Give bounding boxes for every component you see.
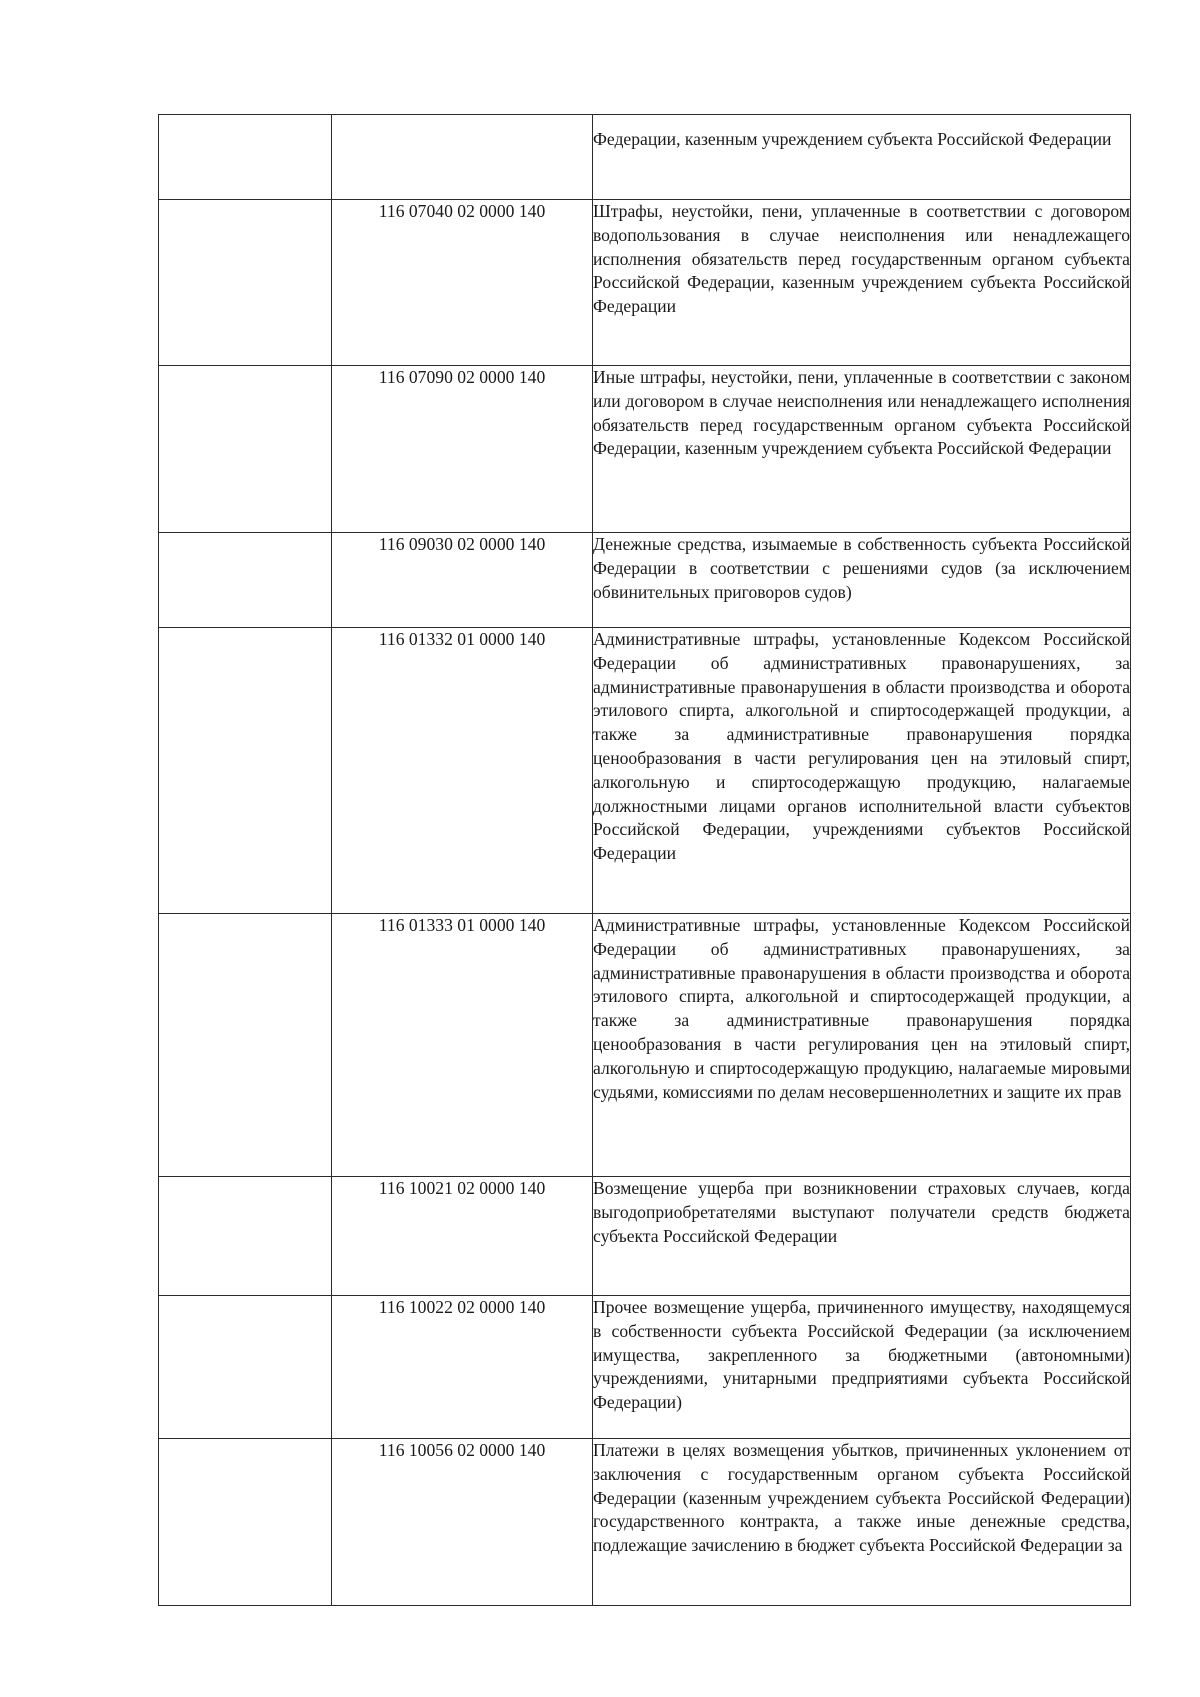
revenue-description-cell [593, 533, 1131, 628]
revenue-description-text: Административные штрафы, установленные Кодексом Российской Федерации об административных правонарушениях, за административные правонарушения в области производства и оборота этилового спирта, алкогольной и спиртосодержащей продукции, а также за административные правонарушения порядка ценообразования в части регулирования цен на этиловый спирт, алкогольную и спиртосодержащую продукцию, налагаемые должностными лицами органов исполнительной власти субъектов Российской Федерации, учреждениями субъектов Российской Федерации [593, 629, 1130, 864]
revenue-code-cell [332, 115, 593, 200]
admin-code-cell [159, 1439, 332, 1606]
admin-code-cell [159, 115, 332, 200]
revenue-description-cell [593, 628, 1131, 914]
admin-code-cell [159, 200, 332, 366]
table-row [159, 1177, 1131, 1296]
revenue-description-text: Возмещение ущерба при возникновении страховых случаев, когда выгодоприобретателями выступают получатели средств бюджета субъекта Российской Федерации [593, 1178, 1130, 1246]
admin-code-cell [159, 628, 332, 914]
revenue-description-cell [593, 200, 1131, 366]
revenue-description-cell [593, 115, 1131, 200]
revenue-description-cell [593, 1177, 1131, 1296]
admin-code-cell [159, 366, 332, 533]
revenue-description-text: Административные штрафы, установленные Кодексом Российской Федерации об административных правонарушениях, за административные правонарушения в области производства и оборота этилового спирта, алкогольной и спиртосодержащей продукции, а также за административные правонарушения порядка ценообразования в части регулирования цен на этиловый спирт, алкогольную и спиртосодержащую продукцию, налагаемые мировыми судьями, комиссиями по делам несовершеннолетних и защите их прав [593, 915, 1130, 1102]
revenue-description-cell [593, 1296, 1131, 1439]
revenue-codes-table [158, 114, 1131, 1606]
admin-code-cell [159, 533, 332, 628]
revenue-code-cell: 116 07040 02 0000 140 [332, 200, 593, 366]
table-row [159, 533, 1131, 628]
admin-code-cell [159, 1177, 332, 1296]
revenue-description-text: Иные штрафы, неустойки, пени, уплаченные в соответствии с законом или договором в случае неисполнения или ненадлежащего исполнения обязательств перед государственным органом субъекта Российской Федерации, казенным учреждением субъекта Российской Федерации [593, 367, 1130, 459]
revenue-code-cell: 116 10022 02 0000 140 [332, 1296, 593, 1439]
revenue-code-cell: 116 09030 02 0000 140 [332, 533, 593, 628]
revenue-code-cell: 116 01332 01 0000 140 [332, 628, 593, 914]
table-row [159, 366, 1131, 533]
table-row [159, 115, 1131, 200]
revenue-description-text: Платежи в целях возмещения убытков, причиненных уклонением от заключения с государственным органом субъекта Российской Федерации (казенным учреждением субъекта Российской Федерации) государственного контракта, а также иные денежные средства, подлежащие зачислению в бюджет субъекта Российской Федерации за [593, 1440, 1130, 1556]
revenue-description-cell [593, 1439, 1131, 1606]
revenue-description-text: Федерации, казенным учреждением субъекта Российской Федерации [593, 129, 1112, 149]
table-row [159, 1439, 1131, 1606]
table-row [159, 914, 1131, 1177]
revenue-code-cell: 116 10056 02 0000 140 [332, 1439, 593, 1606]
admin-code-cell [159, 1296, 332, 1439]
revenue-description-text: Прочее возмещение ущерба, причиненного имуществу, находящемуся в собственности субъекта Российской Федерации (за исключением имущества, закрепленного за бюджетными (автономными) учреждениями, унитарными предприятиями субъекта Российской Федерации) [593, 1297, 1130, 1413]
revenue-code-cell: 116 01333 01 0000 140 [332, 914, 593, 1177]
table-row [159, 200, 1131, 366]
revenue-description-cell [593, 914, 1131, 1177]
revenue-description-cell [593, 366, 1131, 533]
table-row [159, 628, 1131, 914]
table-row [159, 1296, 1131, 1439]
revenue-description-text: Штрафы, неустойки, пени, уплаченные в соответствии с договором водопользования в случае неисполнения или ненадлежащего исполнения обязательств перед государственным органом субъекта Российской Федерации, казенным учреждением субъекта Российской Федерации [593, 201, 1130, 317]
revenue-code-cell: 116 07090 02 0000 140 [332, 366, 593, 533]
admin-code-cell [159, 914, 332, 1177]
revenue-code-cell: 116 10021 02 0000 140 [332, 1177, 593, 1296]
revenue-description-text: Денежные средства, изымаемые в собственность субъекта Российской Федерации в соответствии с решениями судов (за исключением обвинительных приговоров судов) [593, 534, 1130, 602]
